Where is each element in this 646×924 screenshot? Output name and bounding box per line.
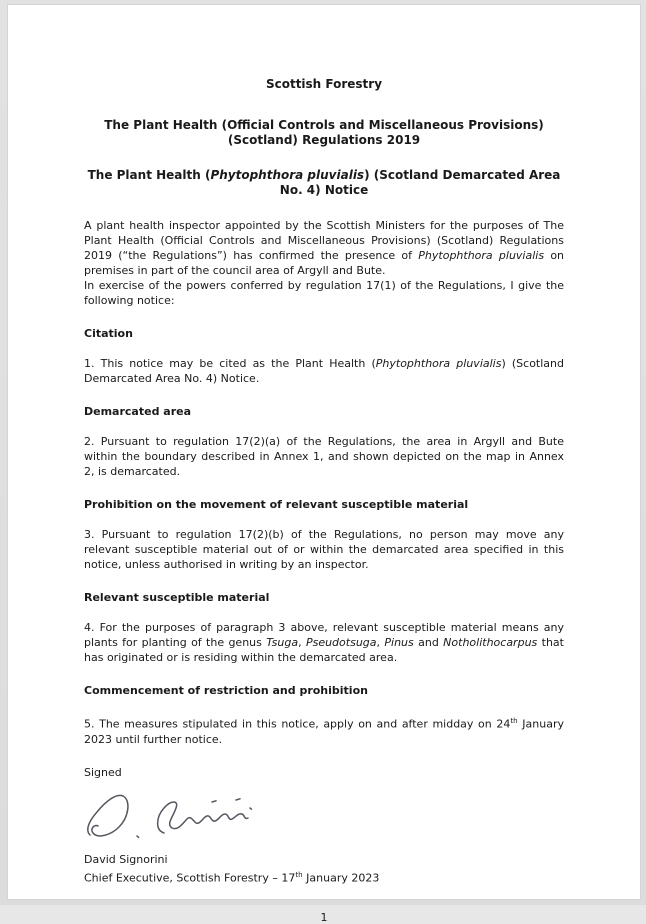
page-number: 1 <box>320 911 328 924</box>
section-heading: Relevant susceptible material <box>84 591 270 604</box>
section-paragraph: 3. Pursuant to regulation 17(2)(b) of the Regulations, no person may move any relevant susceptible material out of or within the demarcated area specified in this notice, unless authorised in writing by an inspector. <box>84 528 564 571</box>
section-relevant-material <box>84 590 564 665</box>
section-heading: Citation <box>84 327 133 340</box>
section-prohibition <box>84 497 564 572</box>
notice-title: The Plant Health (Phytophthora pluvialis) (Scotland Demarcated Area No. 4) Notice <box>87 168 561 197</box>
section-heading: Demarcated area <box>84 405 191 418</box>
section-paragraph: 2. Pursuant to regulation 17(2)(a) of the Regulations, the area in Argyll and Bute within the boundary described in Annex 1, and shown depicted on the map in Annex 2, is demarcated. <box>84 435 564 478</box>
intro-block <box>84 218 564 308</box>
org-title: Scottish Forestry <box>265 77 383 91</box>
intro-paragraph-2: In exercise of the powers conferred by regulation 17(1) of the Regulations, I give the following notice: <box>84 279 564 307</box>
section-paragraph: 1. This notice may be cited as the Plant Health (Phytophthora pluvialis) (Scotland Demarcated Area No. 4) Notice. <box>84 357 564 385</box>
regulations-title: The Plant Health (Official Controls and Miscellaneous Provisions) (Scotland) Regulations 2019 <box>104 118 544 147</box>
section-paragraph: 4. For the purposes of paragraph 3 above, relevant susceptible material means any plants for planting of the genus Tsuga, Pseudotsuga, Pinus and Notholithocarpus that has originated or is residing within the demarcated area. <box>84 621 564 664</box>
intro-paragraph-1: A plant health inspector appointed by the Scottish Ministers for the purposes of The Plant Health (Official Controls and Miscellaneous Provisions) (Scotland) Regulations 2019 (“the Regulations”) has confirmed the presence of Phytophthora pluvialis on premises in part of the council area of Argyll and Bute. <box>84 219 565 277</box>
handwritten-signature-icon <box>84 786 564 848</box>
section-heading: Prohibition on the movement of relevant susceptible material <box>84 498 469 511</box>
section-paragraph: 5. The measures stipulated in this notice, apply on and after midday on 24th January 2023 until further notice. <box>84 716 564 746</box>
section-heading: Commencement of restriction and prohibition <box>84 684 368 697</box>
section-demarcated-area <box>84 404 564 479</box>
signed-label: Signed <box>84 765 122 779</box>
signatory-title: Chief Executive, Scottish Forestry – 17th January 2023 <box>84 869 380 885</box>
signatory-name: David Signorini <box>84 852 168 866</box>
section-citation <box>84 326 564 386</box>
notice-page <box>7 4 641 924</box>
section-commencement <box>84 683 564 747</box>
